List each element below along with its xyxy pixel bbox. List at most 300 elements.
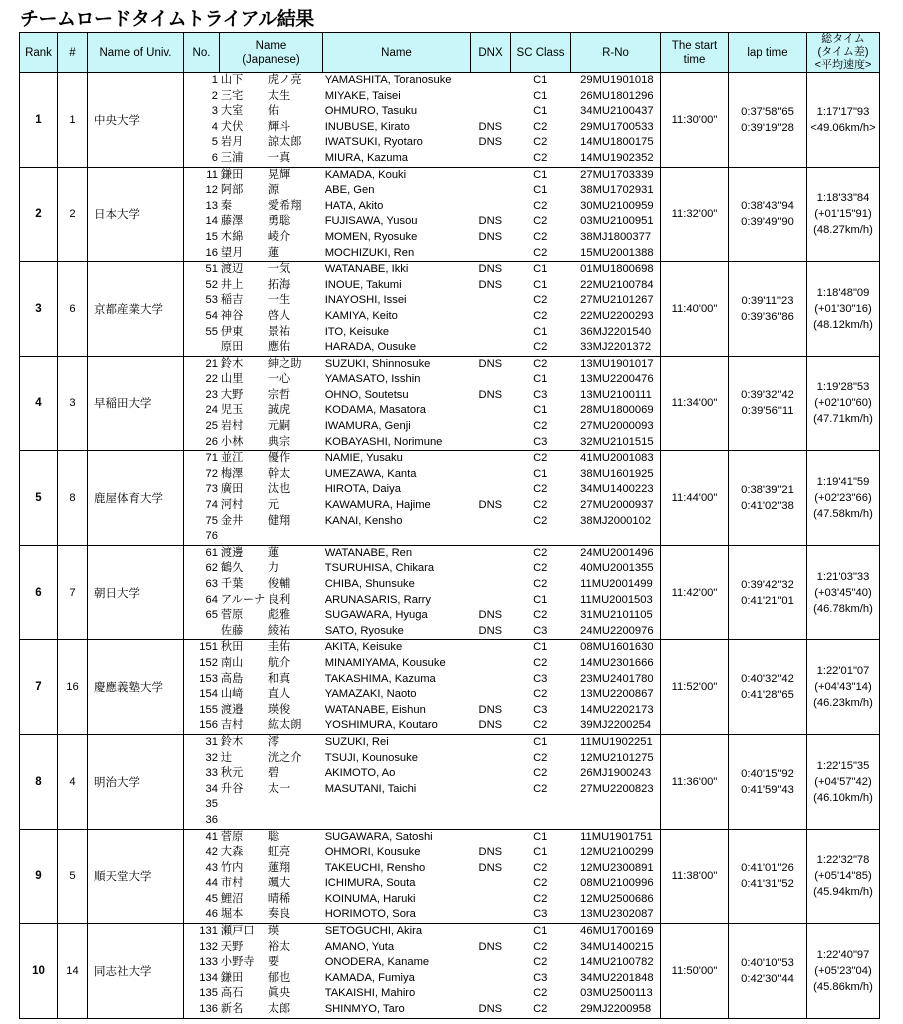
rider-dnx — [470, 372, 510, 388]
results-table — [19, 32, 880, 1019]
rider-sc-class: C1 — [533, 325, 548, 338]
rider-license-number: 12MU2101275 — [580, 751, 654, 764]
rider-given-name-jp: 拓海 — [267, 278, 291, 291]
header-univ: Name of Univ. — [88, 33, 184, 73]
rider-name: MINAMIYAMA, Kousuke — [324, 656, 446, 669]
lap-times — [729, 829, 807, 924]
rider-name: CHIBA, Shunsuke — [324, 578, 415, 590]
rider-name: HARADA, Ousuke — [324, 341, 417, 354]
rider-sc-class: C2 — [533, 562, 548, 575]
rider-given-name-jp: 要 — [267, 956, 280, 969]
rider-sc-class: C2 — [533, 120, 548, 133]
lap-times — [729, 545, 807, 640]
rider-name: MIYAKE, Taisei — [324, 89, 401, 102]
rider-name: MOMEN, Ryosuke — [324, 230, 418, 243]
rider-row — [184, 986, 660, 1002]
rider-row — [184, 830, 660, 846]
rider-license-number: 03MU2100951 — [580, 215, 654, 228]
university-name: 日本大学 — [88, 167, 184, 262]
rider-sc-class: C2 — [533, 452, 548, 465]
rider-dnx — [470, 419, 510, 435]
rider-name: AKIMOTO, Ao — [324, 767, 396, 780]
rider-given-name-jp: 元 — [267, 499, 280, 512]
rider-license-number: 33MJ2201372 — [580, 341, 652, 354]
rider-row — [184, 561, 660, 577]
rider-dnx: DNS — [478, 263, 503, 276]
rider-given-name-jp: 虹亮 — [267, 846, 291, 859]
university-name: 明治大学 — [88, 734, 184, 829]
rider-name — [323, 813, 471, 829]
rider-family-name-jp: 高島 — [220, 672, 244, 685]
rider-license-number: 26MJ1900243 — [580, 767, 652, 780]
rider-family-name-jp: 岩月 — [220, 136, 244, 149]
rider-row — [184, 907, 660, 923]
rider-license-number: 32MU2101515 — [580, 435, 654, 448]
university-name: 慶應義塾大学 — [88, 640, 184, 735]
rider-row — [184, 293, 660, 309]
start-time: 11:32'00" — [661, 167, 729, 262]
team-members — [184, 73, 661, 168]
total-time-cell — [807, 451, 880, 546]
rider-row — [184, 608, 660, 624]
rider-row — [184, 782, 660, 798]
university-name: 京都産業大学 — [88, 262, 184, 357]
header-total-line1: 総タイム — [821, 33, 865, 45]
rider-number — [184, 340, 220, 356]
time-difference: (+01'15"91) — [814, 208, 872, 221]
rider-row — [184, 183, 660, 199]
rider-license-number: 11MU2001503 — [580, 593, 653, 606]
rider-name: MASUTANI, Taichi — [324, 782, 417, 795]
lap-time-1: 0:38'39"21 — [741, 484, 794, 497]
rider-number: 35 — [205, 798, 218, 811]
rider-license-number: 38MJ1800377 — [580, 230, 652, 243]
rider-license-number: 38MU1601925 — [580, 467, 654, 480]
rider-family-name-jp: 原田 — [220, 341, 244, 354]
team-rank: 9 — [20, 829, 58, 924]
rider-name: SUGAWARA, Satoshi — [324, 830, 433, 843]
rider-row — [184, 971, 660, 987]
rider-dnx — [470, 199, 510, 215]
rider-sc-class: C2 — [533, 294, 548, 307]
rider-number: 133 — [199, 956, 218, 969]
total-time: 1:17'17"93 — [816, 105, 870, 118]
rider-sc-class: C1 — [533, 105, 548, 118]
rider-row — [184, 766, 660, 782]
rider-row — [184, 624, 660, 640]
lap-time-2: 0:41'02"38 — [741, 500, 794, 513]
rider-license-number: 39MJ2200254 — [580, 719, 652, 732]
rider-sc-class: C2 — [533, 751, 548, 764]
rider-family-name-jp — [220, 813, 268, 829]
rider-dnx — [470, 546, 510, 562]
rider-row — [184, 718, 660, 734]
rider-name: TAKEUCHI, Rensho — [324, 861, 426, 874]
rider-sc-class: C1 — [533, 278, 548, 291]
rider-family-name-jp: 堀本 — [220, 908, 244, 921]
rider-number: 25 — [205, 420, 218, 433]
rider-sc-class: C2 — [533, 215, 548, 228]
rider-dnx — [470, 514, 510, 530]
university-name: 朝日大学 — [88, 545, 184, 640]
rider-dnx — [470, 246, 510, 262]
average-speed: (46.23km/h) — [813, 697, 873, 710]
start-time: 11:42'00" — [661, 545, 729, 640]
rider-dnx — [470, 986, 510, 1002]
rider-license-number: 40MU2001355 — [580, 562, 654, 575]
rider-sc-class — [510, 797, 570, 813]
rider-number: 44 — [205, 877, 218, 890]
rider-dnx: DNS — [478, 278, 503, 291]
rider-sc-class: C2 — [533, 136, 548, 149]
average-speed: <49.06km/h> — [810, 121, 876, 134]
rider-name: KODAMA, Masatora — [324, 404, 427, 417]
rider-family-name-jp: 児玉 — [220, 404, 244, 417]
rider-family-name-jp: 鈴木 — [220, 735, 244, 748]
rider-family-name-jp: 山下 — [220, 74, 244, 86]
rider-sc-class: C3 — [533, 703, 548, 716]
team-rank: 6 — [20, 545, 58, 640]
rider-row — [184, 892, 660, 908]
rider-given-name-jp: 裕太 — [267, 940, 291, 953]
rider-license-number: 22MU2100784 — [580, 278, 654, 291]
rider-family-name-jp: 辻 — [220, 751, 233, 764]
lap-time-2: 0:39'49"90 — [741, 216, 794, 229]
rider-sc-class: C1 — [533, 641, 548, 654]
rider-number: 32 — [205, 751, 218, 764]
rider-number: 62 — [205, 562, 218, 575]
rider-sc-class: C2 — [533, 357, 548, 370]
rider-number: 45 — [205, 892, 218, 905]
rider-number: 26 — [205, 435, 218, 448]
average-speed: (46.78km/h) — [813, 602, 873, 615]
rider-given-name-jp: 眞央 — [267, 987, 291, 1000]
rider-dnx: DNS — [478, 846, 503, 859]
university-name: 中央大学 — [88, 73, 184, 168]
average-speed: (45.86km/h) — [813, 980, 873, 993]
header-total-line2: (タイム差) — [817, 46, 869, 58]
rider-sc-class: C2 — [533, 877, 548, 890]
rider-family-name-jp: 竹内 — [220, 861, 244, 874]
rider-number: 61 — [205, 546, 218, 559]
team-number: 14 — [58, 924, 88, 1019]
rider-license-number: 38MU1702931 — [580, 184, 654, 197]
rider-row — [184, 403, 660, 419]
rider-license-number: 08MU1601630 — [580, 641, 654, 654]
rider-number: 42 — [205, 846, 218, 859]
rider-family-name-jp: 菅原 — [220, 830, 244, 843]
rider-dnx — [470, 907, 510, 923]
rider-row — [184, 593, 660, 609]
rider-name: YAMAZAKI, Naoto — [324, 688, 417, 701]
lap-time-2: 0:41'59"43 — [741, 783, 794, 796]
lap-time-2: 0:41'31"52 — [741, 878, 794, 891]
rider-family-name-jp: 三宅 — [220, 89, 244, 102]
rider-family-name-jp: 小林 — [220, 435, 244, 448]
rider-given-name-jp: 一真 — [267, 151, 291, 164]
rider-name: INUBUSE, Kirato — [324, 120, 410, 133]
rider-family-name-jp: 鈴木 — [220, 357, 244, 370]
rider-sc-class: C1 — [533, 263, 548, 276]
rider-given-name-jp: 一心 — [267, 373, 291, 386]
rider-sc-class: C2 — [533, 861, 548, 874]
rider-dnx — [470, 89, 510, 105]
rider-sc-class: C2 — [533, 719, 548, 732]
rider-dnx — [470, 813, 510, 829]
rider-number: 53 — [205, 294, 218, 307]
team-number: 8 — [58, 451, 88, 546]
rider-given-name-jp: 誠虎 — [267, 404, 291, 417]
rider-number: 135 — [199, 987, 218, 1000]
rider-family-name-jp: 秋田 — [220, 641, 244, 654]
team-rank: 4 — [20, 356, 58, 451]
header-start-time — [661, 33, 729, 73]
lap-time-1: 0:39'11"23 — [741, 294, 794, 307]
total-time-cell — [807, 734, 880, 829]
rider-number: 36 — [205, 813, 218, 826]
rider-family-name-jp: 金井 — [220, 514, 244, 527]
rider-family-name-jp: 南山 — [220, 656, 244, 669]
rider-family-name-jp: 伊東 — [220, 325, 244, 338]
rider-license-number: 23MU2401780 — [580, 672, 654, 685]
rider-number: 52 — [205, 278, 218, 291]
rider-name: TSURUHISA, Chikara — [324, 562, 435, 575]
total-time-cell — [807, 924, 880, 1019]
rider-family-name-jp: 瀬戸口 — [220, 925, 255, 938]
rider-license-number: 12MU2300891 — [580, 861, 654, 874]
rider-given-name-jp: 澪 — [267, 735, 280, 748]
rider-family-name-jp: 廣田 — [220, 483, 244, 496]
header-rno: R-No — [571, 33, 661, 73]
rider-name: SUZUKI, Rei — [324, 735, 389, 748]
rider-number: 132 — [199, 940, 218, 953]
rider-sc-class: C2 — [533, 246, 548, 259]
rider-sc-class: C2 — [533, 420, 548, 433]
team-rank: 1 — [20, 73, 58, 168]
team-number: 3 — [58, 356, 88, 451]
rider-family-name-jp: 大野 — [220, 388, 244, 401]
rider-dnx: DNS — [478, 609, 503, 622]
rider-given-name-jp: 蓮 — [267, 246, 280, 259]
rider-number — [184, 624, 220, 640]
lap-time-2: 0:39'19"28 — [741, 121, 794, 134]
rider-family-name-jp: 渡辺 — [220, 263, 244, 276]
rider-sc-class: C2 — [533, 151, 548, 164]
rider-license-number: 31MU2101105 — [580, 609, 653, 622]
rider-sc-class — [510, 813, 570, 829]
team-members — [184, 451, 661, 546]
team-row — [20, 640, 880, 735]
rider-family-name-jp: 升谷 — [220, 782, 244, 795]
rider-given-name-jp: 太生 — [267, 89, 291, 102]
rider-sc-class: C2 — [533, 309, 548, 322]
time-difference: (+04'57"42) — [814, 775, 872, 788]
rider-dnx — [470, 751, 510, 767]
header-total-line3: <平均速度> — [814, 59, 872, 71]
rider-dnx — [470, 529, 510, 545]
rider-dnx — [470, 892, 510, 908]
team-row — [20, 262, 880, 357]
rider-number: 43 — [205, 861, 218, 874]
rider-dnx — [470, 451, 510, 467]
average-speed: (48.12km/h) — [813, 318, 873, 331]
total-time-cell — [807, 262, 880, 357]
lap-time-2: 0:41'21"01 — [741, 594, 794, 607]
rider-name: AMANO, Yuta — [324, 940, 395, 953]
rider-license-number: 13MU2100111 — [580, 388, 652, 401]
header-dnx: DNX — [471, 33, 511, 73]
rider-license-number: 12MU2500686 — [580, 892, 654, 905]
average-speed: (45.94km/h) — [813, 886, 873, 899]
rider-family-name-jp: 三浦 — [220, 151, 244, 164]
rider-sc-class: C2 — [533, 767, 548, 780]
rider-row — [184, 876, 660, 892]
rider-number: 55 — [205, 325, 218, 338]
header-japanese-name — [220, 33, 323, 73]
header-start-line1: The start — [671, 39, 718, 52]
rider-row — [184, 151, 660, 167]
rider-given-name-jp: 幹太 — [267, 467, 291, 480]
rider-name: YAMASHITA, Toranosuke — [324, 74, 452, 86]
team-row — [20, 167, 880, 262]
rider-given-name-jp: 蓮翔 — [267, 861, 291, 874]
rider-given-name-jp — [268, 797, 323, 813]
header-japanese-name-line1: Name — [255, 39, 287, 52]
rider-dnx — [470, 403, 510, 419]
rider-row — [184, 246, 660, 262]
rider-row — [184, 546, 660, 562]
rider-dnx — [470, 955, 510, 971]
rider-family-name-jp: 岩村 — [220, 420, 244, 433]
rider-sc-class: C2 — [533, 199, 548, 212]
rider-sc-class: C2 — [533, 892, 548, 905]
rider-dnx — [470, 687, 510, 703]
rider-sc-class: C2 — [533, 578, 548, 590]
rider-given-name-jp: 虎ノ亮 — [267, 74, 302, 86]
rider-name: WATANABE, Eishun — [324, 703, 426, 716]
rider-dnx — [470, 309, 510, 325]
rider-number: 155 — [199, 703, 218, 716]
rider-family-name-jp: 山﨑 — [220, 688, 244, 701]
rider-number: 3 — [211, 105, 218, 118]
rider-family-name-jp: 秋元 — [220, 767, 244, 780]
rider-name: HORIMOTO, Sora — [324, 908, 416, 921]
rider-dnx: DNS — [478, 624, 503, 637]
rider-sc-class: C2 — [533, 956, 548, 969]
rider-sc-class: C3 — [533, 908, 548, 921]
time-difference: (+02'23"66) — [814, 492, 872, 505]
rider-number: 131 — [199, 925, 218, 938]
rider-row — [184, 924, 660, 940]
rider-sc-class: C1 — [533, 467, 548, 480]
rider-given-name-jp: 直人 — [267, 688, 291, 701]
rider-dnx — [470, 293, 510, 309]
rider-row — [184, 419, 660, 435]
rider-dnx — [470, 782, 510, 798]
rider-dnx — [470, 151, 510, 167]
rider-row — [184, 73, 660, 89]
rider-sc-class: C1 — [533, 184, 548, 197]
rider-number: 15 — [205, 230, 218, 243]
team-members — [184, 167, 661, 262]
start-time: 11:38'00" — [661, 829, 729, 924]
rider-name: SUZUKI, Shinnosuke — [324, 357, 431, 370]
rider-dnx: DNS — [478, 499, 503, 512]
rider-sc-class: C1 — [533, 373, 548, 386]
rider-name: INAYOSHI, Issei — [324, 294, 407, 307]
rider-row — [184, 940, 660, 956]
rider-license-number — [570, 813, 660, 829]
rider-sc-class: C1 — [533, 404, 548, 417]
total-time: 1:21'03"33 — [816, 570, 870, 583]
lap-times — [729, 356, 807, 451]
rider-row — [184, 687, 660, 703]
rider-sc-class: C2 — [533, 499, 548, 512]
rider-name: KAMADA, Fumiya — [324, 971, 415, 984]
rider-row — [184, 498, 660, 514]
lap-time-1: 0:39'32"42 — [741, 389, 794, 402]
rider-family-name-jp: 神谷 — [220, 309, 244, 322]
rider-name: KOBAYASHI, Norimune — [324, 435, 443, 448]
rider-given-name-jp: 啓人 — [267, 309, 291, 322]
rider-license-number: 27MU2200823 — [580, 782, 654, 795]
rider-number: 51 — [205, 263, 218, 276]
rider-name: TSUJI, Kounosuke — [324, 751, 418, 764]
rider-row — [184, 214, 660, 230]
lap-times — [729, 167, 807, 262]
rider-row — [184, 672, 660, 688]
rider-family-name-jp: アルーナ — [220, 593, 266, 606]
rider-license-number: 22MU2200293 — [580, 309, 654, 322]
rider-family-name-jp: 木綿 — [220, 230, 244, 243]
rider-sc-class: C2 — [533, 1003, 548, 1016]
rider-license-number: 13MU2200476 — [580, 373, 654, 386]
rider-given-name-jp — [268, 529, 323, 545]
rider-family-name-jp: 小野寺 — [220, 956, 255, 969]
rider-dnx — [470, 656, 510, 672]
rider-name: KAMADA, Kouki — [324, 168, 407, 181]
rider-number: 154 — [199, 688, 218, 701]
total-time-cell — [807, 167, 880, 262]
lap-time-1: 0:41'01"26 — [741, 862, 794, 875]
rider-row — [184, 1002, 660, 1018]
average-speed: (46.10km/h) — [813, 791, 873, 804]
university-name: 鹿屋体育大学 — [88, 451, 184, 546]
rider-name: AKITA, Keisuke — [324, 641, 403, 654]
lap-times — [729, 262, 807, 357]
rider-dnx — [470, 876, 510, 892]
rider-given-name-jp: 太郎 — [267, 1003, 291, 1016]
rider-family-name-jp: 鶴久 — [220, 562, 244, 575]
rider-number: 136 — [199, 1003, 218, 1016]
rider-number: 13 — [205, 199, 218, 212]
rider-family-name-jp: 鯉沼 — [220, 892, 244, 905]
rider-given-name-jp: 愛希翔 — [267, 199, 302, 212]
rider-given-name-jp: 紳之助 — [267, 357, 302, 370]
rider-given-name-jp: 應佑 — [267, 341, 291, 354]
rider-number: 76 — [205, 530, 218, 543]
rider-given-name-jp: 一気 — [267, 263, 291, 276]
team-number: 5 — [58, 829, 88, 924]
time-difference: (+02'10"60) — [814, 397, 872, 410]
rider-name: KANAI, Kensho — [324, 514, 403, 527]
rider-dnx — [470, 561, 510, 577]
team-row — [20, 545, 880, 640]
rider-dnx — [470, 340, 510, 356]
rider-sc-class: C1 — [533, 830, 548, 843]
total-time-cell — [807, 640, 880, 735]
rider-dnx — [470, 640, 510, 656]
